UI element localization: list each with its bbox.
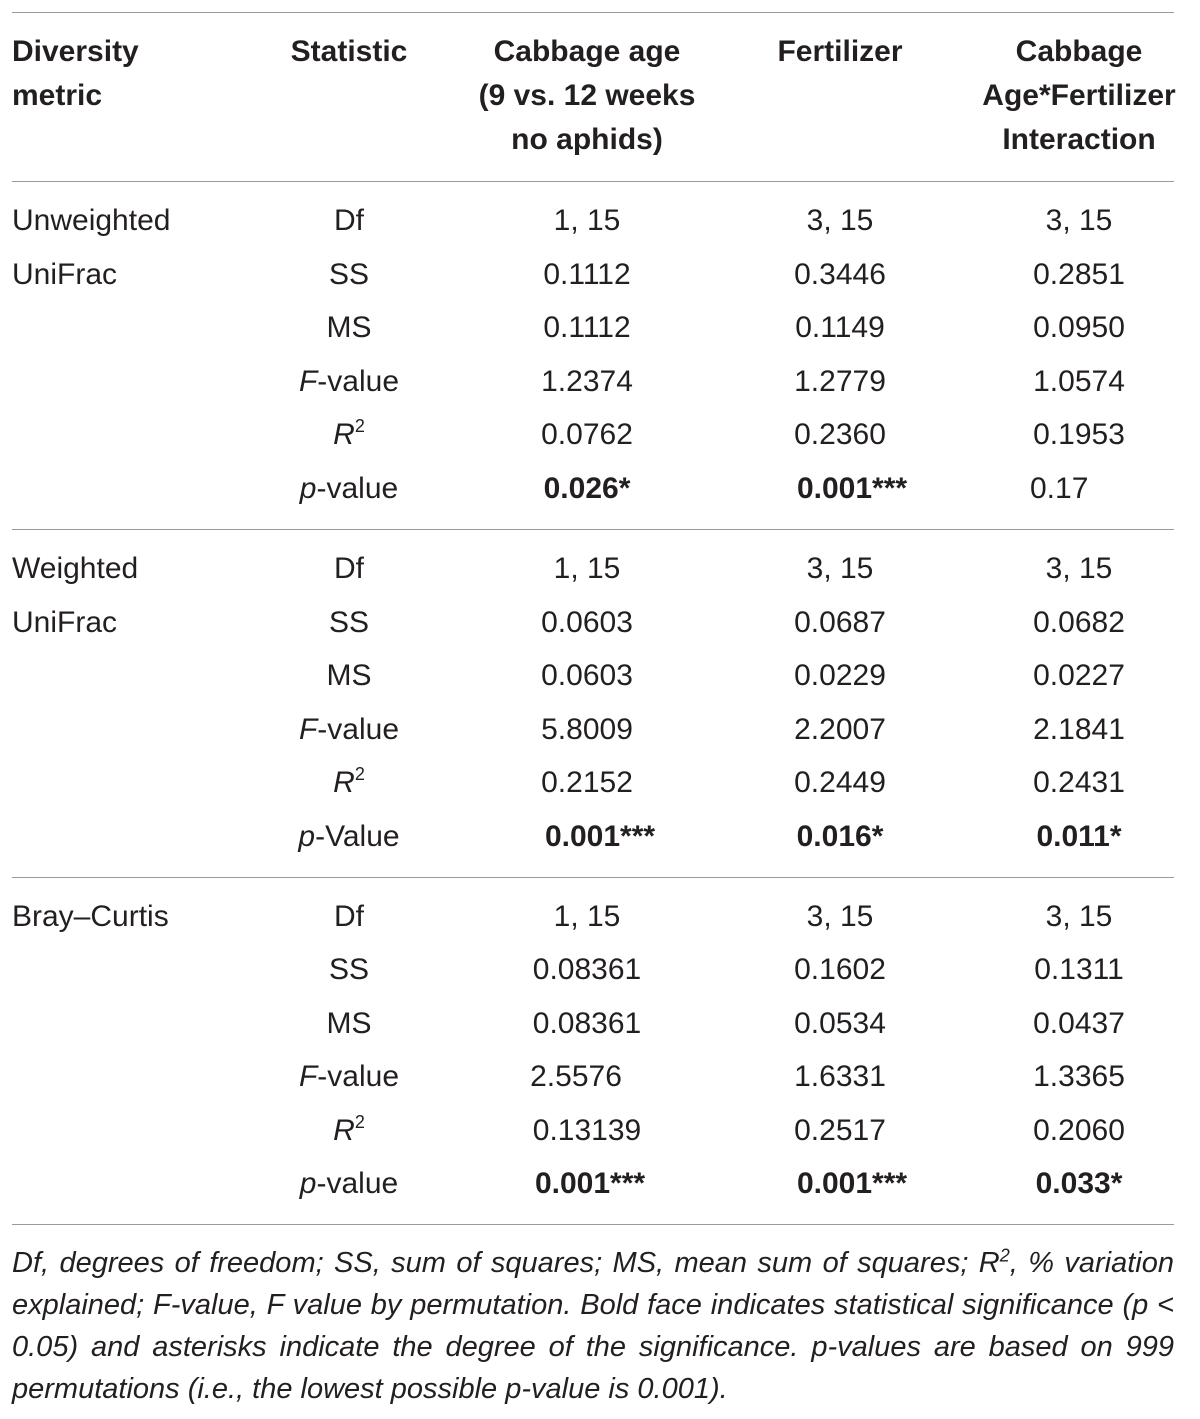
value-cell: 0.0682 bbox=[1033, 606, 1125, 639]
header-diversity-metric bbox=[12, 30, 139, 118]
stat-rest: -value bbox=[317, 365, 400, 398]
significant-value: 0.001*** bbox=[544, 820, 656, 853]
stat-label bbox=[333, 766, 365, 800]
value-cell: 0.0603 bbox=[541, 659, 633, 692]
value-cell: 2.5576 bbox=[530, 1060, 622, 1093]
stat-italic: p bbox=[299, 472, 317, 505]
group-divider bbox=[12, 877, 1174, 878]
stat-label: Df bbox=[334, 900, 364, 933]
table-bottom-rule bbox=[12, 1224, 1174, 1225]
value-cell: 0.2517 bbox=[794, 1114, 886, 1147]
stat-label: Df bbox=[334, 204, 364, 237]
stat-sup: 2 bbox=[354, 764, 365, 784]
value-cell: 0.0227 bbox=[1033, 659, 1125, 692]
value-cell: 1.2374 bbox=[541, 365, 633, 398]
value-cell: 0.0603 bbox=[541, 606, 633, 639]
metric-line: UniFrac bbox=[12, 606, 118, 639]
stat-italic: F bbox=[298, 1060, 318, 1093]
significant-value: 0.016* bbox=[796, 820, 884, 853]
stat-rest: -value bbox=[316, 472, 399, 505]
value-cell: 0.0534 bbox=[794, 1007, 886, 1040]
stat-italic: R bbox=[333, 1114, 355, 1147]
value-cell: 0.2431 bbox=[1033, 766, 1125, 799]
value-cell: 3, 15 bbox=[806, 900, 874, 933]
header-fertilizer: Fertilizer bbox=[777, 35, 903, 68]
value-cell: 0.0437 bbox=[1033, 1007, 1125, 1040]
header-line: Cabbage age bbox=[493, 35, 681, 68]
group-divider bbox=[12, 529, 1174, 530]
value-cell: 3, 15 bbox=[806, 204, 874, 237]
value-cell: 1.6331 bbox=[794, 1060, 886, 1093]
stat-label: MS bbox=[326, 659, 372, 692]
table-top-rule bbox=[12, 12, 1174, 13]
metric-line: Unweighted bbox=[12, 204, 171, 237]
stat-label bbox=[299, 713, 399, 747]
header-line: no aphids) bbox=[511, 123, 663, 156]
value-cell: 3, 15 bbox=[1045, 900, 1113, 933]
header-line: Cabbage bbox=[1015, 35, 1143, 68]
stat-italic: p bbox=[298, 820, 316, 853]
stat-label bbox=[299, 1060, 399, 1094]
metric-bray-curtis bbox=[12, 900, 169, 934]
value-cell: 2.1841 bbox=[1033, 713, 1125, 746]
stat-italic: F bbox=[298, 713, 318, 746]
value-cell: 0.1112 bbox=[543, 258, 631, 291]
value-cell: 1.0574 bbox=[1033, 365, 1125, 398]
metric-unweighted-unifrac-line2 bbox=[12, 258, 117, 292]
value-cell: 0.2449 bbox=[794, 766, 886, 799]
header-line: metric bbox=[12, 79, 103, 112]
header-interaction bbox=[982, 30, 1175, 162]
metric-line: Bray–Curtis bbox=[12, 900, 169, 933]
stat-italic: F bbox=[298, 365, 318, 398]
stat-label: Df bbox=[334, 552, 364, 585]
stat-rest: -value bbox=[317, 1060, 400, 1093]
value-cell: 0.13139 bbox=[532, 1114, 642, 1147]
stat-italic: p bbox=[299, 1167, 317, 1200]
footnote-superscript: 2 bbox=[999, 1245, 1010, 1266]
stat-label: MS bbox=[326, 311, 372, 344]
table-footnote bbox=[12, 1242, 1174, 1410]
value-cell: 1.2779 bbox=[794, 365, 886, 398]
header-line: Interaction bbox=[1002, 123, 1156, 156]
significant-value: 0.033* bbox=[1035, 1167, 1123, 1200]
stat-label: SS bbox=[328, 606, 370, 639]
header-cabbage-age bbox=[479, 30, 696, 162]
metric-line: Weighted bbox=[12, 552, 139, 585]
stat-label: MS bbox=[326, 1007, 372, 1040]
significant-value: 0.001*** bbox=[796, 1167, 908, 1200]
value-cell: 1, 15 bbox=[553, 900, 621, 933]
header-line: Diversity bbox=[12, 35, 139, 68]
value-cell: 0.2152 bbox=[541, 766, 633, 799]
value-cell: 0.1149 bbox=[795, 311, 885, 344]
header-line: Age*Fertilizer bbox=[982, 79, 1176, 112]
significant-value: 0.026* bbox=[543, 472, 631, 505]
header-line: (9 vs. 12 weeks bbox=[478, 79, 696, 112]
footnote-part1: Df, degrees of freedom; SS, sum of squares; MS, mean sum of squares; R bbox=[12, 1247, 1000, 1279]
value-cell: 0.0229 bbox=[794, 659, 886, 692]
value-cell: 0.2060 bbox=[1033, 1114, 1125, 1147]
stat-rest: -Value bbox=[315, 820, 400, 853]
stat-label: SS bbox=[328, 953, 370, 986]
value-cell: 0.2360 bbox=[794, 418, 886, 451]
value-cell: 0.08361 bbox=[532, 1007, 642, 1040]
metric-weighted-unifrac bbox=[12, 552, 138, 586]
value-cell: 0.08361 bbox=[532, 953, 642, 986]
stat-label bbox=[333, 1114, 365, 1148]
metric-line: UniFrac bbox=[12, 258, 118, 291]
metric-unweighted-unifrac bbox=[12, 204, 170, 238]
value-cell: 0.1112 bbox=[543, 311, 631, 344]
stat-rest: -value bbox=[317, 713, 400, 746]
value-cell: 2.2007 bbox=[794, 713, 886, 746]
value-cell: 0.1602 bbox=[794, 953, 886, 986]
footnote-part2: , % variation explained; F-value, F value by permutation. Bold face indicates statistical significance (p < 0.05) and asterisks indicate the degree of the significance. p-values are based on 999 permutations (i.e., the lowest possible p-value is 0.001). bbox=[12, 1247, 1174, 1405]
stat-label bbox=[333, 418, 365, 452]
value-cell: 0.2851 bbox=[1033, 258, 1125, 291]
value-cell: 0.1953 bbox=[1033, 418, 1125, 451]
significant-value: 0.001*** bbox=[534, 1167, 646, 1200]
value-cell: 3, 15 bbox=[1045, 204, 1113, 237]
stat-sup: 2 bbox=[354, 1112, 365, 1132]
stat-sup: 2 bbox=[354, 416, 365, 436]
header-statistic: Statistic bbox=[290, 35, 408, 68]
value-cell: 0.3446 bbox=[794, 258, 886, 291]
value-cell: 0.0687 bbox=[794, 606, 886, 639]
value-cell: 3, 15 bbox=[806, 552, 874, 585]
header-bottom-rule bbox=[12, 181, 1174, 182]
value-cell: 0.1311 bbox=[1034, 953, 1124, 986]
significant-value: 0.011* bbox=[1036, 820, 1122, 853]
stat-label bbox=[300, 472, 398, 506]
value-cell: 0.17 bbox=[1030, 472, 1089, 505]
value-cell: 5.8009 bbox=[541, 713, 633, 746]
value-cell: 0.0950 bbox=[1033, 311, 1125, 344]
metric-weighted-unifrac-line2 bbox=[12, 606, 117, 640]
stat-italic: R bbox=[333, 766, 355, 799]
value-cell: 3, 15 bbox=[1045, 552, 1113, 585]
stat-label: SS bbox=[328, 258, 370, 291]
stat-label bbox=[298, 820, 399, 854]
value-cell: 1.3365 bbox=[1033, 1060, 1125, 1093]
value-cell: 1, 15 bbox=[553, 552, 621, 585]
stat-italic: R bbox=[333, 418, 355, 451]
significant-value: 0.001*** bbox=[796, 472, 908, 505]
stat-label bbox=[300, 1167, 398, 1201]
value-cell: 0.0762 bbox=[541, 418, 633, 451]
stat-label bbox=[299, 365, 399, 399]
stat-rest: -value bbox=[316, 1167, 399, 1200]
value-cell: 1, 15 bbox=[553, 204, 621, 237]
